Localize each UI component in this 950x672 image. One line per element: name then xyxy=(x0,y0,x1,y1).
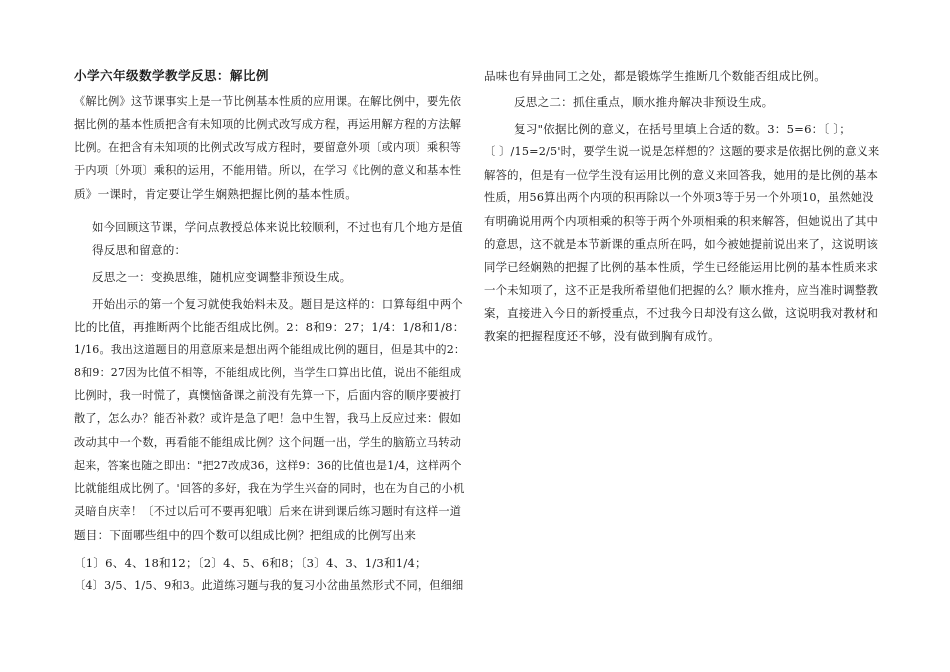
text-line: 〔 〕/15=2/5'时，要学生说一说是怎样想的？这题的要求是依据比例的意义来 xyxy=(484,145,880,158)
text-line: 比就能组成比例了。'回答的多好，我在为学生兴奋的同时，也在为自己的小机 xyxy=(74,482,465,495)
text-line: 开始出示的第一个复习就使我始料未及。题目是这样的：口算每组中两个 xyxy=(92,297,463,311)
text-line: 〔1〕6、4、18和12；〔2〕4、5、6和8；〔3〕4、3、1/3和1/4； xyxy=(74,556,427,570)
text-line: 〔4〕3/5、1/5、9和3。此道练习题与我的复习小岔曲虽然形式不同，但细细 xyxy=(74,579,464,592)
text-line: 品味也有异曲同工之处，都是锻炼学生推断几个数能否组成比例。 xyxy=(484,69,827,83)
text-line: 比例时，我一时慌了，真懊恼备课之前没有先算一下，后面内容的顺序要被打 xyxy=(74,389,462,402)
text-line: 性质，用56算出两个内项的积再除以一个外项3等于另一个外项10，虽然她没 xyxy=(484,191,874,204)
text-line: 质》一课时，肯定要让学生娴熟把握比例的基本性质。 xyxy=(74,187,358,201)
text-line: 改动其中一个数，再看能不能组成比例？这个问题一出，学生的脑筋立马转动 xyxy=(74,436,462,449)
text-line: 有明确说用两个内项相乘的积等于两个外项相乘的积来解答，但她说出了其中 xyxy=(484,214,879,228)
text-line: 比例。在把含有未知项的比例式改写成方程时，要留意外项〔或内项〕乘积等 xyxy=(74,141,462,154)
text-line: 1/16。我出这道题目的用意原来是想出两个能组成比例的题目，但是其中的2： xyxy=(74,343,466,356)
text-line: 题目：下面哪些组中的四个数可以组成比例？把组成的比例写出来 xyxy=(74,528,417,542)
text-line: 8和9：27因为比值不相等，不能组成比例，当学生口算出比值，说出不能组成 xyxy=(74,366,462,379)
text-line: 《解比例》这节课事实上是一节比例基本性质的应用课。在解比例中，要先依 xyxy=(74,95,462,108)
text-line: 灵暗自庆幸！〔不过以后可不要再犯哦〕后来在讲到课后练习题时有这样一道 xyxy=(74,505,462,518)
section-heading: 反思之一：变换思维，随机应变调整非预设生成。 xyxy=(92,270,352,284)
text-line: 据比例的基本性质把含有未知项的比例式改写成方程，再运用解方程的方法解 xyxy=(74,118,462,131)
text-line: 复习"依据比例的意义，在括号里填上合适的数。3：5=6：〔 〕； xyxy=(514,122,852,136)
text-line: 解答的，但是有一位学生没有运用比例的意义来回答我，她用的是比例的基本 xyxy=(484,168,879,182)
text-line: 同学已经娴熟的把握了比例的基本性质，学生已经能运用比例的基本性质来求 xyxy=(484,260,879,274)
text-line: 如今回顾这节课，学问点教授总体来说比较顺利，不过也有几个地方是值 xyxy=(92,220,463,234)
text-line: 得反思和留意的： xyxy=(92,243,187,257)
text-line: 的意思，这不就是本节新课的重点所在吗，如今被她提前说出来了，这说明该 xyxy=(484,237,879,251)
text-line: 散了，怎么办？能否补救？或许是急了吧！急中生智，我马上反应过来：假如 xyxy=(74,412,462,425)
text-line: 案，直接进入今日的新授重点，不过我今日却没有这么做，这说明我对教材和 xyxy=(484,306,879,320)
text-line: 教案的把握程度还不够，没有做到胸有成竹。 xyxy=(484,329,720,343)
text-line: 起来，答案也随之即出："把27改成36，这样9：36的比值也是1/4，这样两个 xyxy=(74,459,462,472)
page-title: 小学六年级数学教学反思：解比例 xyxy=(74,68,269,83)
text-line: 一个未知项了，这不正是我所希望他们把握的么？顺水推舟，应当准时调整教 xyxy=(484,283,879,297)
section-heading: 反思之二：抓住重点，顺水推舟解决非预设生成。 xyxy=(514,95,774,109)
text-line: 比的比值，再推断两个比能否组成比例。2：8和9：27；1/4：1/8和1/8： xyxy=(74,320,465,334)
text-line: 于内项〔外项〕乘积的运用，不能用错。所以，在学习《比例的意义和基本性 xyxy=(74,164,462,177)
